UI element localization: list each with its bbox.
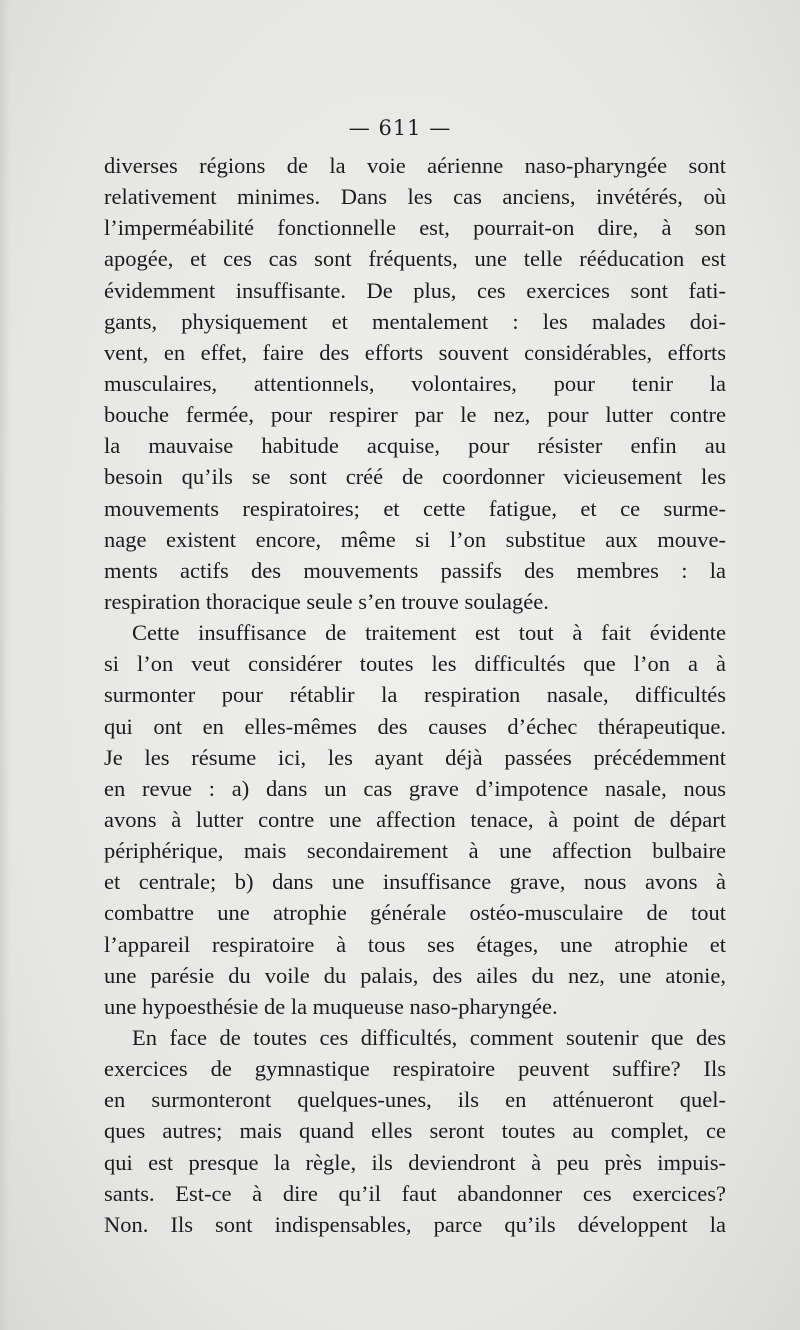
page-edge-shadow — [0, 0, 10, 1330]
text-line: en surmonteront quelques-unes, ils en atténueront quel- — [104, 1087, 726, 1113]
text-line: en revue : a) dans un cas grave d’impotence nasale, nous — [104, 775, 726, 801]
text-line: ques autres; mais quand elles seront toutes au complet, ce — [104, 1118, 726, 1144]
text-line: qui ont en elles-mêmes des causes d’échec thérapeutique. — [104, 713, 726, 739]
text-line: diverses régions de la voie aérienne naso-pharyngée sont — [104, 153, 726, 178]
text-line: nage existent encore, même si l’on substitue aux mouve- — [104, 526, 726, 552]
text-line: vent, en effet, faire des efforts souvent considérables, efforts — [104, 339, 726, 365]
text-line: Je les résume ici, les ayant déjà passées précédemment — [104, 744, 726, 770]
text-line: une hypoesthésie de la muqueuse naso-pharyngée. — [104, 993, 558, 1019]
text-line: périphérique, mais secondairement à une affection bulbaire — [104, 838, 726, 864]
text-line: Cette insuffisance de traitement est tout à fait évidente — [132, 620, 726, 646]
text-line: musculaires, attentionnels, volontaires, pour tenir la — [104, 370, 726, 396]
text-line: avons à lutter contre une affection tenace, à point de départ — [104, 806, 726, 832]
text-line: évidemment insuffisante. De plus, ces exercices sont fati- — [104, 277, 726, 303]
paragraph — [104, 150, 726, 617]
page-number: — 611 — — [348, 116, 452, 140]
paragraph — [104, 1022, 726, 1240]
text-line: besoin qu’ils se sont créé de coordonner vicieusement les — [104, 464, 726, 490]
text-line: l’imperméabilité fonctionnelle est, pourrait-on dire, à son — [104, 215, 726, 241]
text-line: En face de toutes ces difficultés, comment soutenir que des — [132, 1024, 726, 1050]
paragraph — [104, 617, 726, 1022]
text-line: Non. Ils sont indispensables, parce qu’ils développent la — [104, 1211, 726, 1237]
text-line: gants, physiquement et mentalement : les malades doi- — [104, 308, 726, 334]
body-text — [104, 150, 726, 1240]
text-line: l’appareil respiratoire à tous ses étages, une atrophie et — [104, 931, 726, 957]
text-line: exercices de gymnastique respiratoire peuvent suffire? Ils — [104, 1056, 726, 1082]
text-line: la mauvaise habitude acquise, pour résister enfin au — [104, 433, 726, 459]
text-line: relativement minimes. Dans les cas anciens, invétérés, où — [104, 184, 726, 210]
text-line: une parésie du voile du palais, des ailes du nez, une atonie, — [104, 962, 726, 988]
text-line: surmonter pour rétablir la respiration nasale, difficultés — [104, 682, 726, 708]
text-line: combattre une atrophie générale ostéo-musculaire de tout — [104, 900, 726, 926]
text-line: apogée, et ces cas sont fréquents, une telle rééducation est — [104, 246, 726, 272]
text-line: ments actifs des mouvements passifs des membres : la — [104, 557, 726, 583]
text-line: qui est presque la règle, ils deviendront à peu près impuis- — [104, 1149, 726, 1175]
text-line: mouvements respiratoires; et cette fatigue, et ce surme- — [104, 495, 726, 521]
text-line: bouche fermée, pour respirer par le nez, pour lutter contre — [104, 402, 726, 428]
text-line: et centrale; b) dans une insuffisance grave, nous avons à — [104, 869, 726, 895]
text-line: sants. Est-ce à dire qu’il faut abandonner ces exercices? — [104, 1180, 726, 1206]
text-line: respiration thoracique seule s’en trouve soulagée. — [104, 588, 549, 614]
text-line: si l’on veut considérer toutes les difficultés que l’on a à — [104, 651, 726, 677]
